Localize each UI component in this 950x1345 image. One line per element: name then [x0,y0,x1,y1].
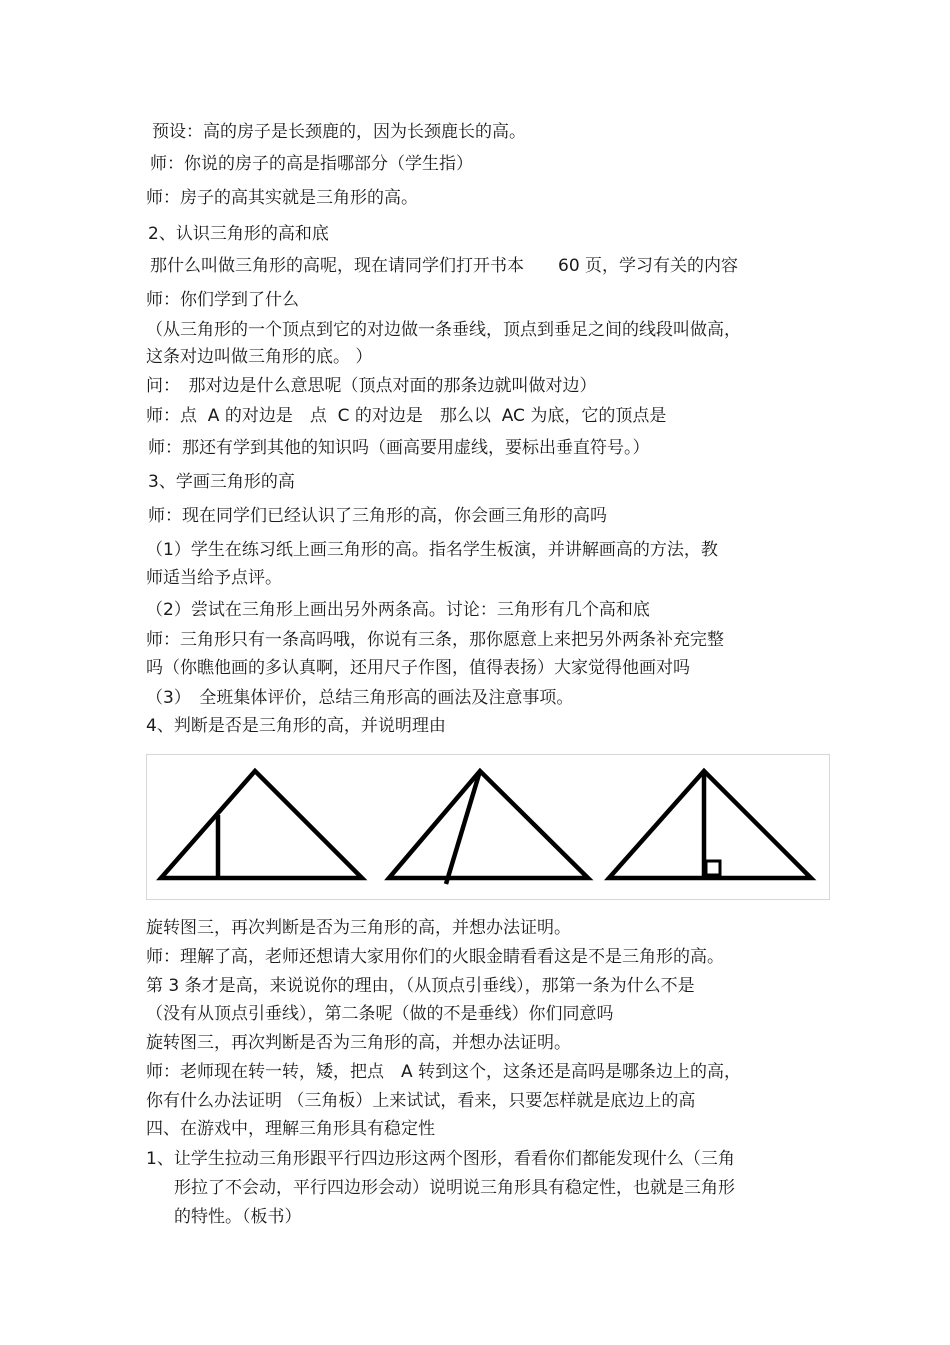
text-line: 那什么叫做三角形的高呢，现在请同学们打开书本 60 页，学习有关的内容 [150,256,739,276]
text-line: 1、让学生拉动三角形跟平行四边形这两个图形，看看你们都能发现什么（三角 [146,1149,735,1169]
text-line: 形拉了不会动，平行四边形会动）说明说三角形具有稳定性，也就是三角形 [174,1178,735,1198]
triangle-2-icon [389,771,588,884]
section-heading: 2、认识三角形的高和底 [148,224,329,244]
text-line: （1）学生在练习纸上画三角形的高。指名学生板演，并讲解画高的方法，教 [146,540,718,560]
text-line: 师：你们学到了什么 [146,290,299,310]
text-line: （没有从顶点引垂线），第二条呢（做的不是垂线）你们同意吗 [146,1004,614,1024]
text-line: （从三角形的一个顶点到它的对边做一条垂线，顶点到垂足之间的线段叫做高， [146,320,741,340]
text-line: 师：房子的高其实就是三角形的高。 [146,188,418,208]
section-heading: 四、在游戏中，理解三角形具有稳定性 [146,1119,435,1139]
text-line: 旋转图三，再次判断是否为三角形的高，并想办法证明。 [146,1033,571,1053]
text-line: 师适当给予点评。 [146,568,282,588]
text-line: （2）尝试在三角形上画出另外两条高。讨论：三角形有几个高和底 [146,600,650,620]
triangle-1-icon [161,771,362,878]
text-line: 第 3 条才是高，来说说你的理由，（从顶点引垂线），那第一条为什么不是 [146,976,695,996]
triangles-figure [146,754,830,900]
text-line: 师：老师现在转一转，矮，把点 A 转到这个，这条还是高吗是哪条边上的高， [146,1062,742,1082]
section-heading: 4、判断是否是三角形的高，并说明理由 [146,716,446,736]
triangles-svg [147,755,831,901]
text-line: 师：理解了高，老师还想请大家用你们的火眼金睛看看这是不是三角形的高。 [146,947,724,967]
text-line: 师：你说的房子的高是指哪部分（学生指） [150,154,473,174]
text-line: 的特性。（板书） [174,1207,302,1227]
section-heading: 3、学画三角形的高 [148,472,295,492]
triangle-3-icon [609,771,811,878]
text-line: 你有什么办法证明 （三角板）上来试试，看来，只要怎样就是底边上的高 [146,1091,696,1111]
text-line: 吗（你瞧他画的多认真啊，还用尺子作图，值得表扬）大家觉得他画对吗 [146,658,690,678]
text-line: 旋转图三，再次判断是否为三角形的高，并想办法证明。 [146,918,571,938]
text-line: 师：那还有学到其他的知识吗（画高要用虚线，要标出垂直符号。） [148,438,650,458]
text-line: （3） 全班集体评价，总结三角形高的画法及注意事项。 [146,688,574,708]
text-line: 师：现在同学们已经认识了三角形的高，你会画三角形的高吗 [148,506,607,526]
text-line: 这条对边叫做三角形的底。 ） [146,347,373,367]
text-line: 师：点 A 的对边是 点 C 的对边是 那么以 AC 为底，它的顶点是 [146,406,667,426]
text-line: 问： 那对边是什么意思呢（顶点对面的那条边就叫做对边） [146,376,597,396]
text-line: 师：三角形只有一条高吗哦，你说有三条，那你愿意上来把另外两条补充完整 [146,630,724,650]
text-line: 预设：高的房子是长颈鹿的，因为长颈鹿长的高。 [152,122,526,142]
